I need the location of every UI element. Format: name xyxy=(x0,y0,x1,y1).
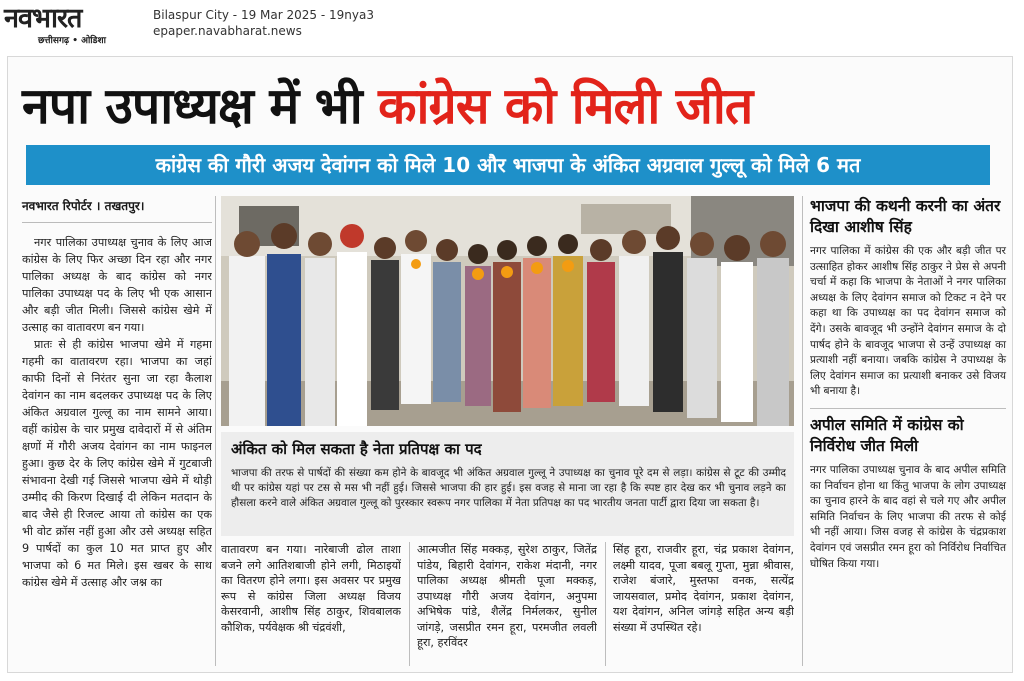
lower-column-text xyxy=(417,542,597,651)
inset-box xyxy=(221,432,794,536)
paragraph: सिंह हूरा, राजवीर हूरा, चंद्र प्रकाश देवांगन, लक्ष्मी यादव, पूजा बबलू गुप्ता, मुन्ना श्रीवास, राजेश बंजारे, मुस्तफा वनक, सत्येंद्र जायसवाल, प्रमोद देवांगन, प्रकाश देवांगन, यश देवांगन, अनिल जांगड़े सहित अन्य बड़ी संख्या में उपस्थित रहे। xyxy=(613,543,794,634)
logo-wordmark: नवभारत xyxy=(4,3,82,34)
sidebar-story-1-body xyxy=(810,244,1006,400)
lower-column-3 xyxy=(613,542,794,666)
paragraph: आत्मजीत सिंह मक्कड़, सुरेश ठाकुर, जितेंद्र पांडेय, बिहारी देवांगन, राकेश मंदानी, नगर पालिका अध्यक्ष श्रीमती पूजा मक्कड़, उपाध्यक्ष गौरी अजय देवांगन, अनुपमा अभिषेक पांडे, शैलेंद्र निर्मलकर, सुनील जांगड़े, जसप्रीत रमन हूरा, परमजीत लवली हूरा, हरविंदर xyxy=(417,543,597,649)
headline-part-black: नपा उपाध्यक्ष में भी xyxy=(22,77,379,135)
masthead xyxy=(0,0,1024,48)
photo-illustration xyxy=(221,196,794,426)
edition-info: Bilaspur City - 19 Mar 2025 - 19nya3 xyxy=(153,8,374,22)
paragraph: नगर पालिका उपाध्यक्ष चुनाव के लिए आज कांग्रेस के लिए फिर अच्छा दिन रहा और नगर पालिका अध्यक्ष के बाद कांग्रेस को नगर पालिका उपाध्यक्ष पद के लिए भी एक आसान और बड़ी जीत मिली। जिससे कांग्रेस खेमे में उत्साह का वातावरण बन गया। xyxy=(22,236,212,334)
paragraph: नगर पालिका में कांग्रेस की एक और बड़ी जीत पर उत्साहित होकर आशीष सिंह ठाकुर ने प्रेस से अपनी चर्चा में कहा कि भाजपा के नेताओं ने नगर पालिका अध्यक्ष के लिए देवांगन समाज को टिकट न देने पर कहा था कि उपाध्यक्ष का पद देवांगन समाज को देंगे। उसके बावजूद भी उन्होंने देवांगन समाज के दो पार्षद होने के बावजूद भाजपा से उन्हें उपाध्यक्ष का प्रत्याशी नहीं बनाया। जबकि कांग्रेस ने उपाध्यक्ष के लिए देवांगन समाज का प्रत्याशी बनाकर उसे विजय भी बनाया है। xyxy=(810,245,1006,398)
paragraph: नगर पालिका उपाध्यक्ष चुनाव के बाद अपील समिति का निर्वाचन होना था किंतु भाजपा के लोग उपाध्यक्ष का चुनाव हारने के बाद वहां से चले गए और अपील समिति निर्वाचन के लिए भाजपा की तरफ से कोई भी नहीं आया। जिस वजह से कांग्रेस के चंद्रप्रकाश देवांगन एवं जसप्रीत रमन हूरा को निर्विरोध निर्वाचित घोषित किया गया। xyxy=(810,463,1006,570)
group-photo xyxy=(221,196,794,426)
lower-column-2 xyxy=(417,542,597,666)
left-column xyxy=(22,196,212,666)
subheadline-banner: कांग्रेस की गौरी अजय देवांगन को मिले 10 और भाजपा के अंकित अग्रवाल गुल्लू को मिले 6 मत xyxy=(26,145,990,185)
column-divider xyxy=(802,196,803,666)
byline-divider xyxy=(22,222,212,223)
lower-column-text xyxy=(613,542,794,635)
left-column-body xyxy=(22,234,212,664)
paragraph: प्रातः से ही कांग्रेस भाजपा खेमे में गहमा गहमी का वातावरण रहा। भाजपा का जहां काफी दिनों से निरंतर सुना जा रहा कैलाश देवांगन का नाम बदलकर उपाध्यक्ष पद के लिए अंकित अग्रवाल गुल्लू का नाम सामने आया। वहीं कांग्रेस के चार प्रमुख दावेदारों में से अंतिम क्षणों में गौरी अजय देवांगन का नाम फाइनल हुआ। कुछ देर के लिए कांग्रेस खेमे में गुटबाजी संभावना देखी गई जिससे भाजपा खेमे में थोड़ी उम्मीद की किरण दिखाई दी लेकिन मतदान के बाद जैसे ही रिजल्ट आया तो कांग्रेस का एक भी वोट क्रॉस नहीं हुआ और उसे अध्यक्ष सहित 9 पार्षदों का कुल 10 मत प्राप्त हुए और भाजपा को 6 मत मिले। इस खबर के साथ कांग्रेस खेमे में उत्साह और जश्न का xyxy=(22,338,212,589)
lower-column-text xyxy=(221,542,401,635)
byline: नवभारत रिपोर्टर । तखतपुर। xyxy=(22,199,145,213)
headline-part-red: कांग्रेस को मिली जीत xyxy=(378,77,753,135)
column-divider xyxy=(215,196,216,666)
headline xyxy=(22,72,1012,140)
logo-region: छत्तीसगढ़ • ओडिशा xyxy=(38,36,106,46)
lower-column-1 xyxy=(221,542,401,666)
sidebar-story-1-title: भाजपा की कथनी करनी का अंतर दिखा आशीष सिंह xyxy=(810,197,1001,236)
paragraph: वातावरण बन गया। नारेबाजी ढोल ताशा बजने लगे आतिशबाजी होने लगी, मिठाइयों का वितरण होने लगा। इस अवसर पर प्रमुख रूप से कांग्रेस जिला अध्यक्ष विजय केसरवानी, आशीष सिंह ठाकुर, शिवबालक कौशिक, पर्यवेक्षक श्री चंद्रवंशी, xyxy=(221,543,401,634)
column-divider xyxy=(605,542,606,666)
inset-body: भाजपा की तरफ से पार्षदों की संख्या कम होने के बावजूद भी अंकित अग्रवाल गुल्लू ने उपाध्यक्ष का चुनाव पूरे दम से लड़ा। कांग्रेस से टूट की उम्मीद थी पर कांग्रेस यहां पर टस से मस भी नहीं हुई। जिससे भाजपा की हार हुई। इस वजह से माना जा रहा है कि स्पष्ट हार देख कर भी चुनाव लड़ने का हौसला करने वाले अंकित अग्रवाल गुल्लू को पुरस्कार स्वरूप नगर पालिका में नेता प्रतिपक्ष का पद भारतीय जनता पार्टी द्वारा दिया जा सकता है। xyxy=(231,467,786,509)
newspaper-logo[interactable] xyxy=(4,4,140,44)
right-column xyxy=(810,196,1006,666)
inset-title: अंकित को मिल सकता है नेता प्रतिपक्ष का पद xyxy=(231,440,482,458)
site-link[interactable]: epaper.navabharat.news xyxy=(153,24,302,38)
column-divider xyxy=(409,542,410,666)
sidebar-story-2-body xyxy=(810,463,1006,572)
sidebar-story-2-title: अपील समिति में कांग्रेस को निर्विरोध जीत मिली xyxy=(810,408,1006,457)
